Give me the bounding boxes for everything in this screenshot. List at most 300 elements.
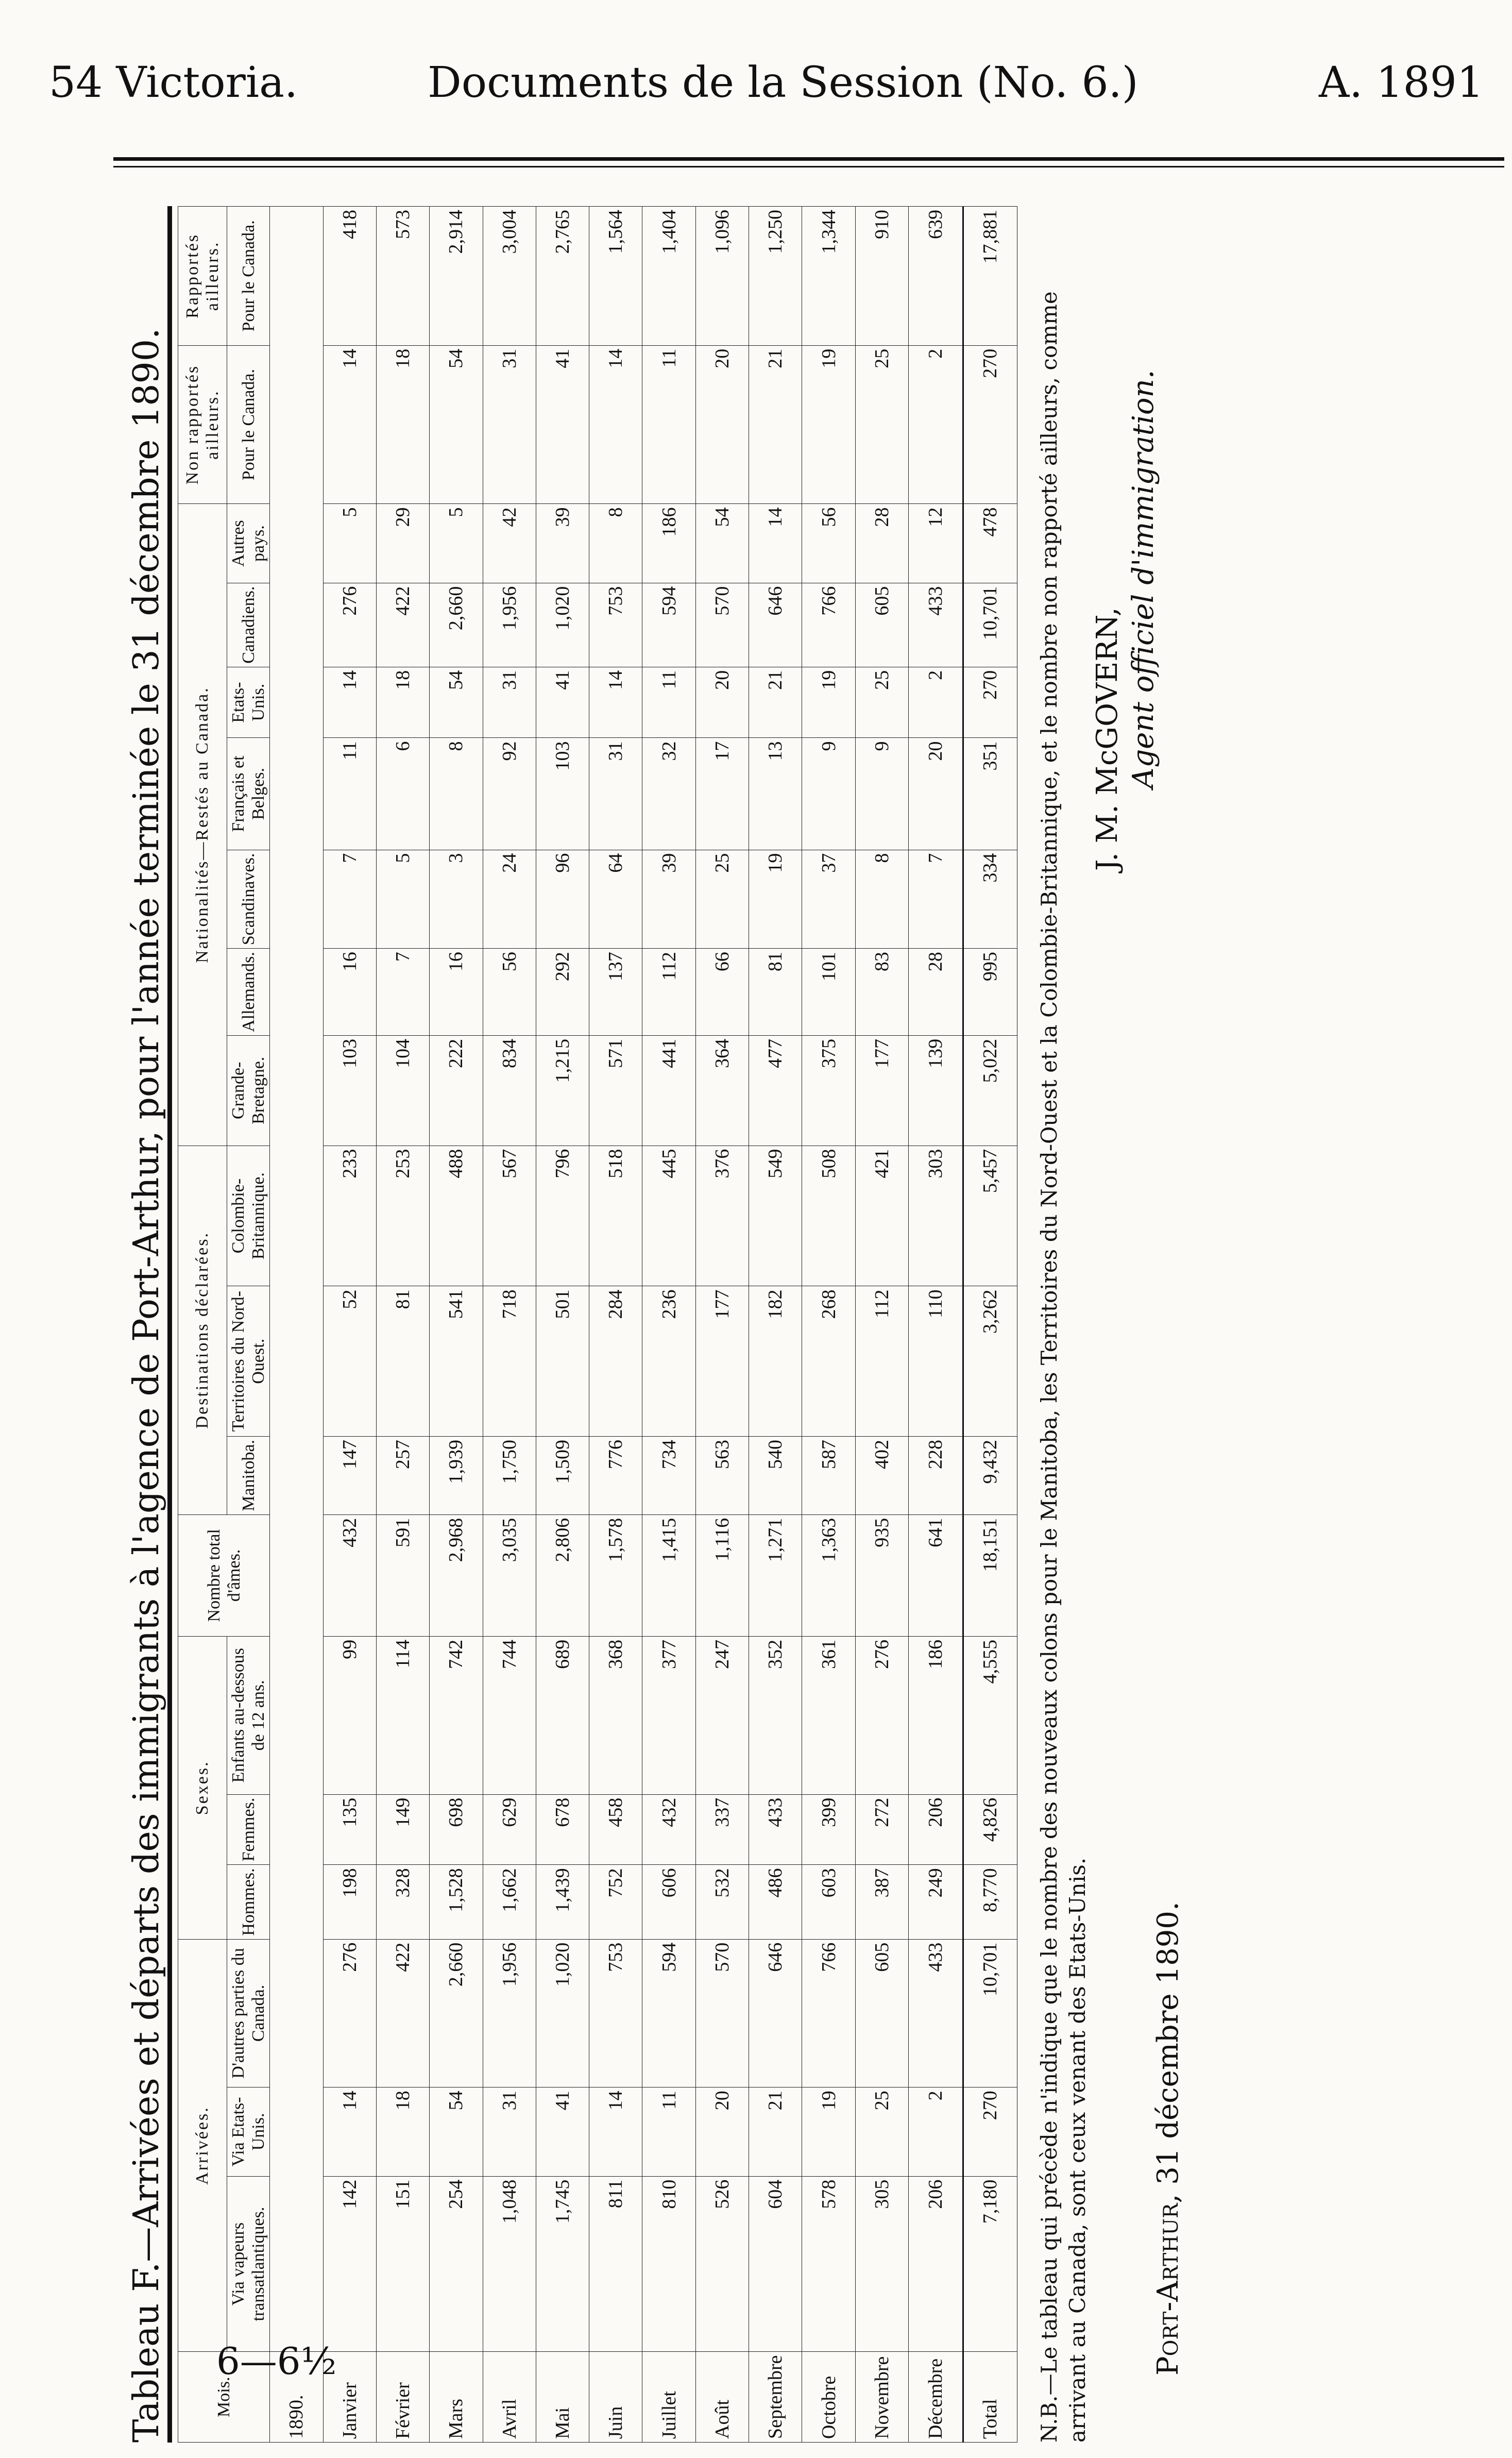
row-label: Août: [695, 2352, 749, 2443]
col-scandinaves: Scandinaves.: [227, 850, 270, 948]
table-cell: 284: [589, 1286, 642, 1436]
table-cell: 11: [642, 667, 695, 738]
page-mark: 6—6½: [216, 2339, 337, 2383]
table-cell: 432: [323, 1514, 376, 1636]
table-cell: 104: [376, 1035, 429, 1146]
table-cell: 186: [909, 1636, 963, 1794]
table-cell: 276: [323, 583, 376, 667]
table-cell: 1,415: [642, 1514, 695, 1636]
table-cell: 364: [695, 1035, 749, 1146]
table-cell: 254: [430, 2176, 483, 2352]
group-non-rapportes: Non rapportés ailleurs.: [178, 345, 227, 504]
table-cell: 149: [376, 1794, 429, 1865]
col-autres-parties: D'autres parties du Canada.: [227, 1939, 270, 2087]
table-row: [695, 207, 749, 2443]
table-cell: 486: [749, 1865, 802, 1939]
table-cell: 31: [589, 738, 642, 850]
col-rapportes-canada: Pour le Canada.: [227, 207, 270, 346]
table-cell: 646: [749, 583, 802, 667]
group-rapportes: Rapportés ailleurs.: [178, 207, 227, 346]
table-cell: 9: [855, 738, 908, 850]
table-cell: 41: [536, 2087, 589, 2176]
table-cell: 19: [802, 667, 855, 738]
table-cell: 1,096: [695, 207, 749, 346]
table-cell: 3: [430, 850, 483, 948]
table-cell: 334: [963, 850, 1017, 948]
year-row: [270, 207, 323, 2443]
table-cell: 32: [642, 738, 695, 850]
table-row: [483, 207, 536, 2443]
table-cell: 25: [855, 667, 908, 738]
table-cell: 2,806: [536, 1514, 589, 1636]
col-allemands: Allemands.: [227, 949, 270, 1036]
table-cell: 21: [749, 345, 802, 504]
table-cell: 99: [323, 1636, 376, 1794]
row-label: Septembre: [749, 2352, 802, 2443]
table-row: [855, 207, 908, 2443]
table-row: [642, 207, 695, 2443]
table-cell: 2: [909, 667, 963, 738]
table-cell: 689: [536, 1636, 589, 1794]
table-row: [536, 207, 589, 2443]
row-label: Avril: [483, 2352, 536, 2443]
table-cell: 501: [536, 1286, 589, 1436]
table-cell: 233: [323, 1146, 376, 1286]
table-cell: 268: [802, 1286, 855, 1436]
table-cell: 766: [802, 583, 855, 667]
table-cell: 31: [483, 345, 536, 504]
table-cell: 488: [430, 1146, 483, 1286]
table-cell: 16: [430, 949, 483, 1036]
header-year: A. 1891: [1318, 58, 1484, 107]
table-cell: 81: [376, 1286, 429, 1436]
table-cell: 276: [323, 1939, 376, 2087]
header-rule-thin: [113, 166, 1504, 167]
table-cell: 21: [749, 667, 802, 738]
row-label: Octobre: [802, 2352, 855, 2443]
table-cell: 570: [695, 583, 749, 667]
table-cell: 114: [376, 1636, 429, 1794]
table-cell: 10,701: [963, 1939, 1017, 2087]
table-cell: 1,048: [483, 2176, 536, 2352]
table-row: [909, 207, 963, 2443]
table-cell: 56: [802, 504, 855, 583]
table-cell: 532: [695, 1865, 749, 1939]
table-cell: 766: [802, 1939, 855, 2087]
table-cell: 422: [376, 583, 429, 667]
table-cell: 198: [323, 1865, 376, 1939]
table-cell: 541: [430, 1286, 483, 1436]
table-cell: 605: [855, 583, 908, 667]
table-cell: 37: [802, 850, 855, 948]
row-label: Juin: [589, 2352, 642, 2443]
table-cell: 151: [376, 2176, 429, 2352]
table-cell: 24: [483, 850, 536, 948]
table-cell: 186: [642, 504, 695, 583]
immigration-table: [178, 206, 1017, 2443]
table-cell: 177: [855, 1035, 908, 1146]
table-cell: 570: [695, 1939, 749, 2087]
table-cell: 4,555: [963, 1636, 1017, 1794]
row-label: Mai: [536, 2352, 589, 2443]
group-nationalites: Nationalités—Restés au Canada.: [178, 504, 227, 1146]
table-cell: 752: [589, 1865, 642, 1939]
table-cell: 5,457: [963, 1146, 1017, 1286]
table-cell: 14: [323, 667, 376, 738]
table-cell: 96: [536, 850, 589, 948]
table-cell: 3,262: [963, 1286, 1017, 1436]
col-via-etats-unis: Via Etats-Unis.: [227, 2087, 270, 2176]
table-cell: 253: [376, 1146, 429, 1286]
table-row: [749, 207, 802, 2443]
table-cell: 1,528: [430, 1865, 483, 1939]
table-cell: 17: [695, 738, 749, 850]
table-cell: 139: [909, 1035, 963, 1146]
row-label: Janvier: [323, 2352, 376, 2443]
table-cell: 25: [855, 345, 908, 504]
table-cell: 16: [323, 949, 376, 1036]
table-cell: 563: [695, 1436, 749, 1514]
table-cell: 18: [376, 667, 429, 738]
table-cell: 604: [749, 2176, 802, 2352]
table-cell: 228: [909, 1436, 963, 1514]
col-francais-belges: Français et Belges.: [227, 738, 270, 850]
table-cell: 272: [855, 1794, 908, 1865]
table-cell: 6: [376, 738, 429, 850]
col-canadiens: Canadiens.: [227, 583, 270, 667]
col-via-vapeurs: Via vapeurs transatlantiques.: [227, 2176, 270, 2352]
table-cell: 7,180: [963, 2176, 1017, 2352]
table-cell: 433: [909, 1939, 963, 2087]
table-row: [589, 207, 642, 2443]
table-cell: 352: [749, 1636, 802, 1794]
table-cell: 734: [642, 1436, 695, 1514]
table-cell: 14: [749, 504, 802, 583]
table-cell: 292: [536, 949, 589, 1036]
table-cell: 28: [855, 504, 908, 583]
table-cell: 402: [855, 1436, 908, 1514]
table-cell: 2,660: [430, 583, 483, 667]
table-cell: 8: [430, 738, 483, 850]
table-cell: 418: [323, 207, 376, 346]
table-cell: 7: [909, 850, 963, 948]
table-cell: 1,956: [483, 1939, 536, 2087]
table-cell: 4,826: [963, 1794, 1017, 1865]
row-label: Juillet: [642, 2352, 695, 2443]
table-cell: 1,344: [802, 207, 855, 346]
table-cell: 432: [642, 1794, 695, 1865]
table-cell: 54: [430, 2087, 483, 2176]
table-cell: 19: [802, 2087, 855, 2176]
table-cell: 11: [323, 738, 376, 850]
table-cell: 8: [589, 504, 642, 583]
table-cell: 142: [323, 2176, 376, 2352]
table-cell: 7: [323, 850, 376, 948]
table-cell: 578: [802, 2176, 855, 2352]
row-label: Mars: [430, 2352, 483, 2443]
table-cell: 14: [589, 2087, 642, 2176]
table-cell: 135: [323, 1794, 376, 1865]
signature-name: J. M. McGOVERN,: [1091, 607, 1124, 871]
table-cell: 810: [642, 2176, 695, 2352]
table-cell: 742: [430, 1636, 483, 1794]
table-cell: 7: [376, 949, 429, 1036]
table-cell: 1,662: [483, 1865, 536, 1939]
table-cell: 20: [909, 738, 963, 850]
table-cell: 1,020: [536, 1939, 589, 2087]
table-cell: 20: [695, 345, 749, 504]
table-cell: 605: [855, 1939, 908, 2087]
table-cell: 103: [323, 1035, 376, 1146]
table-cell: 458: [589, 1794, 642, 1865]
table-cell: 387: [855, 1865, 908, 1939]
table-cell: 8,770: [963, 1865, 1017, 1939]
table-cell: 1,116: [695, 1514, 749, 1636]
col-hommes: Hommes.: [227, 1865, 270, 1939]
table-cell: 478: [963, 504, 1017, 583]
col-etats-unis: Etats-Unis.: [227, 667, 270, 738]
table-cell: 11: [642, 2087, 695, 2176]
table-cell: 28: [909, 949, 963, 1036]
table-cell: 19: [802, 345, 855, 504]
table-cell: 18: [376, 345, 429, 504]
table-cell: 41: [536, 345, 589, 504]
rotated-table-page: [121, 201, 1193, 2443]
col-autres-pays: Autres pays.: [227, 504, 270, 583]
table-cell: 587: [802, 1436, 855, 1514]
table-cell: 11: [642, 345, 695, 504]
table-cell: 1,020: [536, 583, 589, 667]
table-cell: 603: [802, 1865, 855, 1939]
col-manitoba: Manitoba.: [227, 1436, 270, 1514]
table-cell: 744: [483, 1636, 536, 1794]
row-label: Décembre: [909, 2352, 963, 2443]
table-cell: 10,701: [963, 583, 1017, 667]
table-cell: 2,968: [430, 1514, 483, 1636]
table-cell: 1,939: [430, 1436, 483, 1514]
table-cell: 182: [749, 1286, 802, 1436]
table-cell: 753: [589, 1939, 642, 2087]
table-cell: 249: [909, 1865, 963, 1939]
table-cell: 270: [963, 2087, 1017, 2176]
table-cell: 177: [695, 1286, 749, 1436]
table-cell: 54: [430, 345, 483, 504]
table-cell: 910: [855, 207, 908, 346]
table-cell: 567: [483, 1146, 536, 1286]
table-cell: 206: [909, 2176, 963, 2352]
table-cell: 103: [536, 738, 589, 850]
table-cell: 422: [376, 1939, 429, 2087]
table-cell: 54: [430, 667, 483, 738]
table-cell: 646: [749, 1939, 802, 2087]
table-cell: 2,660: [430, 1939, 483, 2087]
table-cell: 112: [855, 1286, 908, 1436]
table-cell: 641: [909, 1514, 963, 1636]
table-body: [270, 207, 1017, 2443]
table-cell: 31: [483, 2087, 536, 2176]
table-cell: 5,022: [963, 1035, 1017, 1146]
table-cell: 41: [536, 667, 589, 738]
table-cell: 2: [909, 345, 963, 504]
table-cell: 337: [695, 1794, 749, 1865]
table-cell: 1,509: [536, 1436, 589, 1514]
table-cell: 834: [483, 1035, 536, 1146]
total-row: [963, 207, 1017, 2443]
table-cell: 1,404: [642, 207, 695, 346]
table-cell: 1,578: [589, 1514, 642, 1636]
table-cell: 25: [855, 2087, 908, 2176]
table-title: Tableau F.—Arrivées et départs des immigrants à l'agence de Port-Arthur, pour l'année terminée le 31 décembre 1890.: [126, 328, 167, 2443]
table-cell: 21: [749, 2087, 802, 2176]
table-cell: 796: [536, 1146, 589, 1286]
table-cell: 8: [855, 850, 908, 948]
table-cell: 83: [855, 949, 908, 1036]
table-top-rule: [167, 206, 172, 2443]
col-total-ames: Nombre total d'âmes.: [178, 1514, 270, 1636]
table-cell: 236: [642, 1286, 695, 1436]
date: 31 décembre 1890.: [1151, 1901, 1185, 2185]
table-cell: 518: [589, 1146, 642, 1286]
table-cell: 549: [749, 1146, 802, 1286]
table-cell: 303: [909, 1146, 963, 1286]
group-sexes: Sexes.: [178, 1636, 227, 1939]
row-label: Novembre: [855, 2352, 908, 2443]
row-label: Février: [376, 2352, 429, 2443]
table-cell: 573: [376, 207, 429, 346]
table-cell: 20: [695, 2087, 749, 2176]
table-cell: 270: [963, 345, 1017, 504]
table-cell: 18,151: [963, 1514, 1017, 1636]
table-cell: 399: [802, 1794, 855, 1865]
table-cell: 52: [323, 1286, 376, 1436]
year-label: 1890.: [270, 2352, 323, 2443]
table-cell: 433: [909, 583, 963, 667]
table-cell: 3,035: [483, 1514, 536, 1636]
table-cell: 698: [430, 1794, 483, 1865]
table-cell: 477: [749, 1035, 802, 1146]
table-cell: 594: [642, 1939, 695, 2087]
table-cell: 328: [376, 1865, 429, 1939]
table-cell: 606: [642, 1865, 695, 1939]
table-cell: 29: [376, 504, 429, 583]
table-cell: 1,250: [749, 207, 802, 346]
col-enfants: Enfants au-dessous de 12 ans.: [227, 1636, 270, 1794]
table-cell: 639: [909, 207, 963, 346]
table-cell: 257: [376, 1436, 429, 1514]
table-cell: 1,215: [536, 1035, 589, 1146]
table-cell: 1,956: [483, 583, 536, 667]
table-cell: 25: [695, 850, 749, 948]
table-cell: 54: [695, 504, 749, 583]
table-cell: 112: [642, 949, 695, 1036]
table-cell: 39: [536, 504, 589, 583]
table-cell: 147: [323, 1436, 376, 1514]
table-cell: 591: [376, 1514, 429, 1636]
table-cell: 1,745: [536, 2176, 589, 2352]
table-cell: 18: [376, 2087, 429, 2176]
table-row: [802, 207, 855, 2443]
table-cell: 594: [642, 583, 695, 667]
table-cell: 629: [483, 1794, 536, 1865]
table-cell: 17,881: [963, 207, 1017, 346]
table-cell: 20: [695, 667, 749, 738]
table-cell: 14: [589, 667, 642, 738]
table-cell: 5: [323, 504, 376, 583]
table-cell: 375: [802, 1035, 855, 1146]
place-date: [1151, 1901, 1185, 2376]
table-cell: 811: [589, 2176, 642, 2352]
table-cell: 526: [695, 2176, 749, 2352]
table-cell: 1,271: [749, 1514, 802, 1636]
table-cell: 14: [323, 345, 376, 504]
table-cell: 351: [963, 738, 1017, 850]
signature-block: [1090, 370, 1162, 871]
table-cell: 66: [695, 949, 749, 1036]
table-cell: 222: [430, 1035, 483, 1146]
group-destinations: Destinations déclarées.: [178, 1146, 227, 1514]
table-cell: 1,363: [802, 1514, 855, 1636]
table-cell: 540: [749, 1436, 802, 1514]
table-cell: 101: [802, 949, 855, 1036]
table-cell: 39: [642, 850, 695, 948]
table-cell: 2,765: [536, 207, 589, 346]
table-cell: 571: [589, 1035, 642, 1146]
group-arrivees: Arrivées.: [178, 1939, 227, 2352]
table-cell: 1,439: [536, 1865, 589, 1939]
table-cell: 718: [483, 1286, 536, 1436]
table-cell: 14: [589, 345, 642, 504]
header-rule: [113, 157, 1504, 161]
table-cell: 247: [695, 1636, 749, 1794]
year-row-blank: [270, 207, 323, 2352]
table-cell: 445: [642, 1146, 695, 1286]
table-cell: 305: [855, 2176, 908, 2352]
table-cell: 19: [749, 850, 802, 948]
table-cell: 206: [909, 1794, 963, 1865]
table-cell: 270: [963, 667, 1017, 738]
table-row: [376, 207, 429, 2443]
row-label: Total: [963, 2352, 1017, 2443]
table-cell: 9: [802, 738, 855, 850]
table-cell: 12: [909, 504, 963, 583]
table-cell: 377: [642, 1636, 695, 1794]
table-cell: 421: [855, 1146, 908, 1286]
table-cell: 678: [536, 1794, 589, 1865]
table-cell: 3,004: [483, 207, 536, 346]
table-cell: 64: [589, 850, 642, 948]
table-cell: 13: [749, 738, 802, 850]
table-cell: 92: [483, 738, 536, 850]
table-cell: 776: [589, 1436, 642, 1514]
table-cell: 1,750: [483, 1436, 536, 1514]
table-cell: 5: [376, 850, 429, 948]
table-cell: 441: [642, 1035, 695, 1146]
table-frame: [178, 206, 1017, 2443]
table-cell: 433: [749, 1794, 802, 1865]
col-territoires: Territoires du Nord-Ouest.: [227, 1286, 270, 1436]
table-cell: 368: [589, 1636, 642, 1794]
table-cell: 137: [589, 949, 642, 1036]
col-mois: Mois.: [178, 2352, 270, 2443]
table-cell: 2: [909, 2087, 963, 2176]
table-cell: 935: [855, 1514, 908, 1636]
col-non-rapportes-canada: Pour le Canada.: [227, 345, 270, 504]
col-grande-bretagne: Grande-Bretagne.: [227, 1035, 270, 1146]
table-cell: 376: [695, 1146, 749, 1286]
col-colombie: Colombie-Britannique.: [227, 1146, 270, 1286]
col-femmes: Femmes.: [227, 1794, 270, 1865]
table-cell: 995: [963, 949, 1017, 1036]
